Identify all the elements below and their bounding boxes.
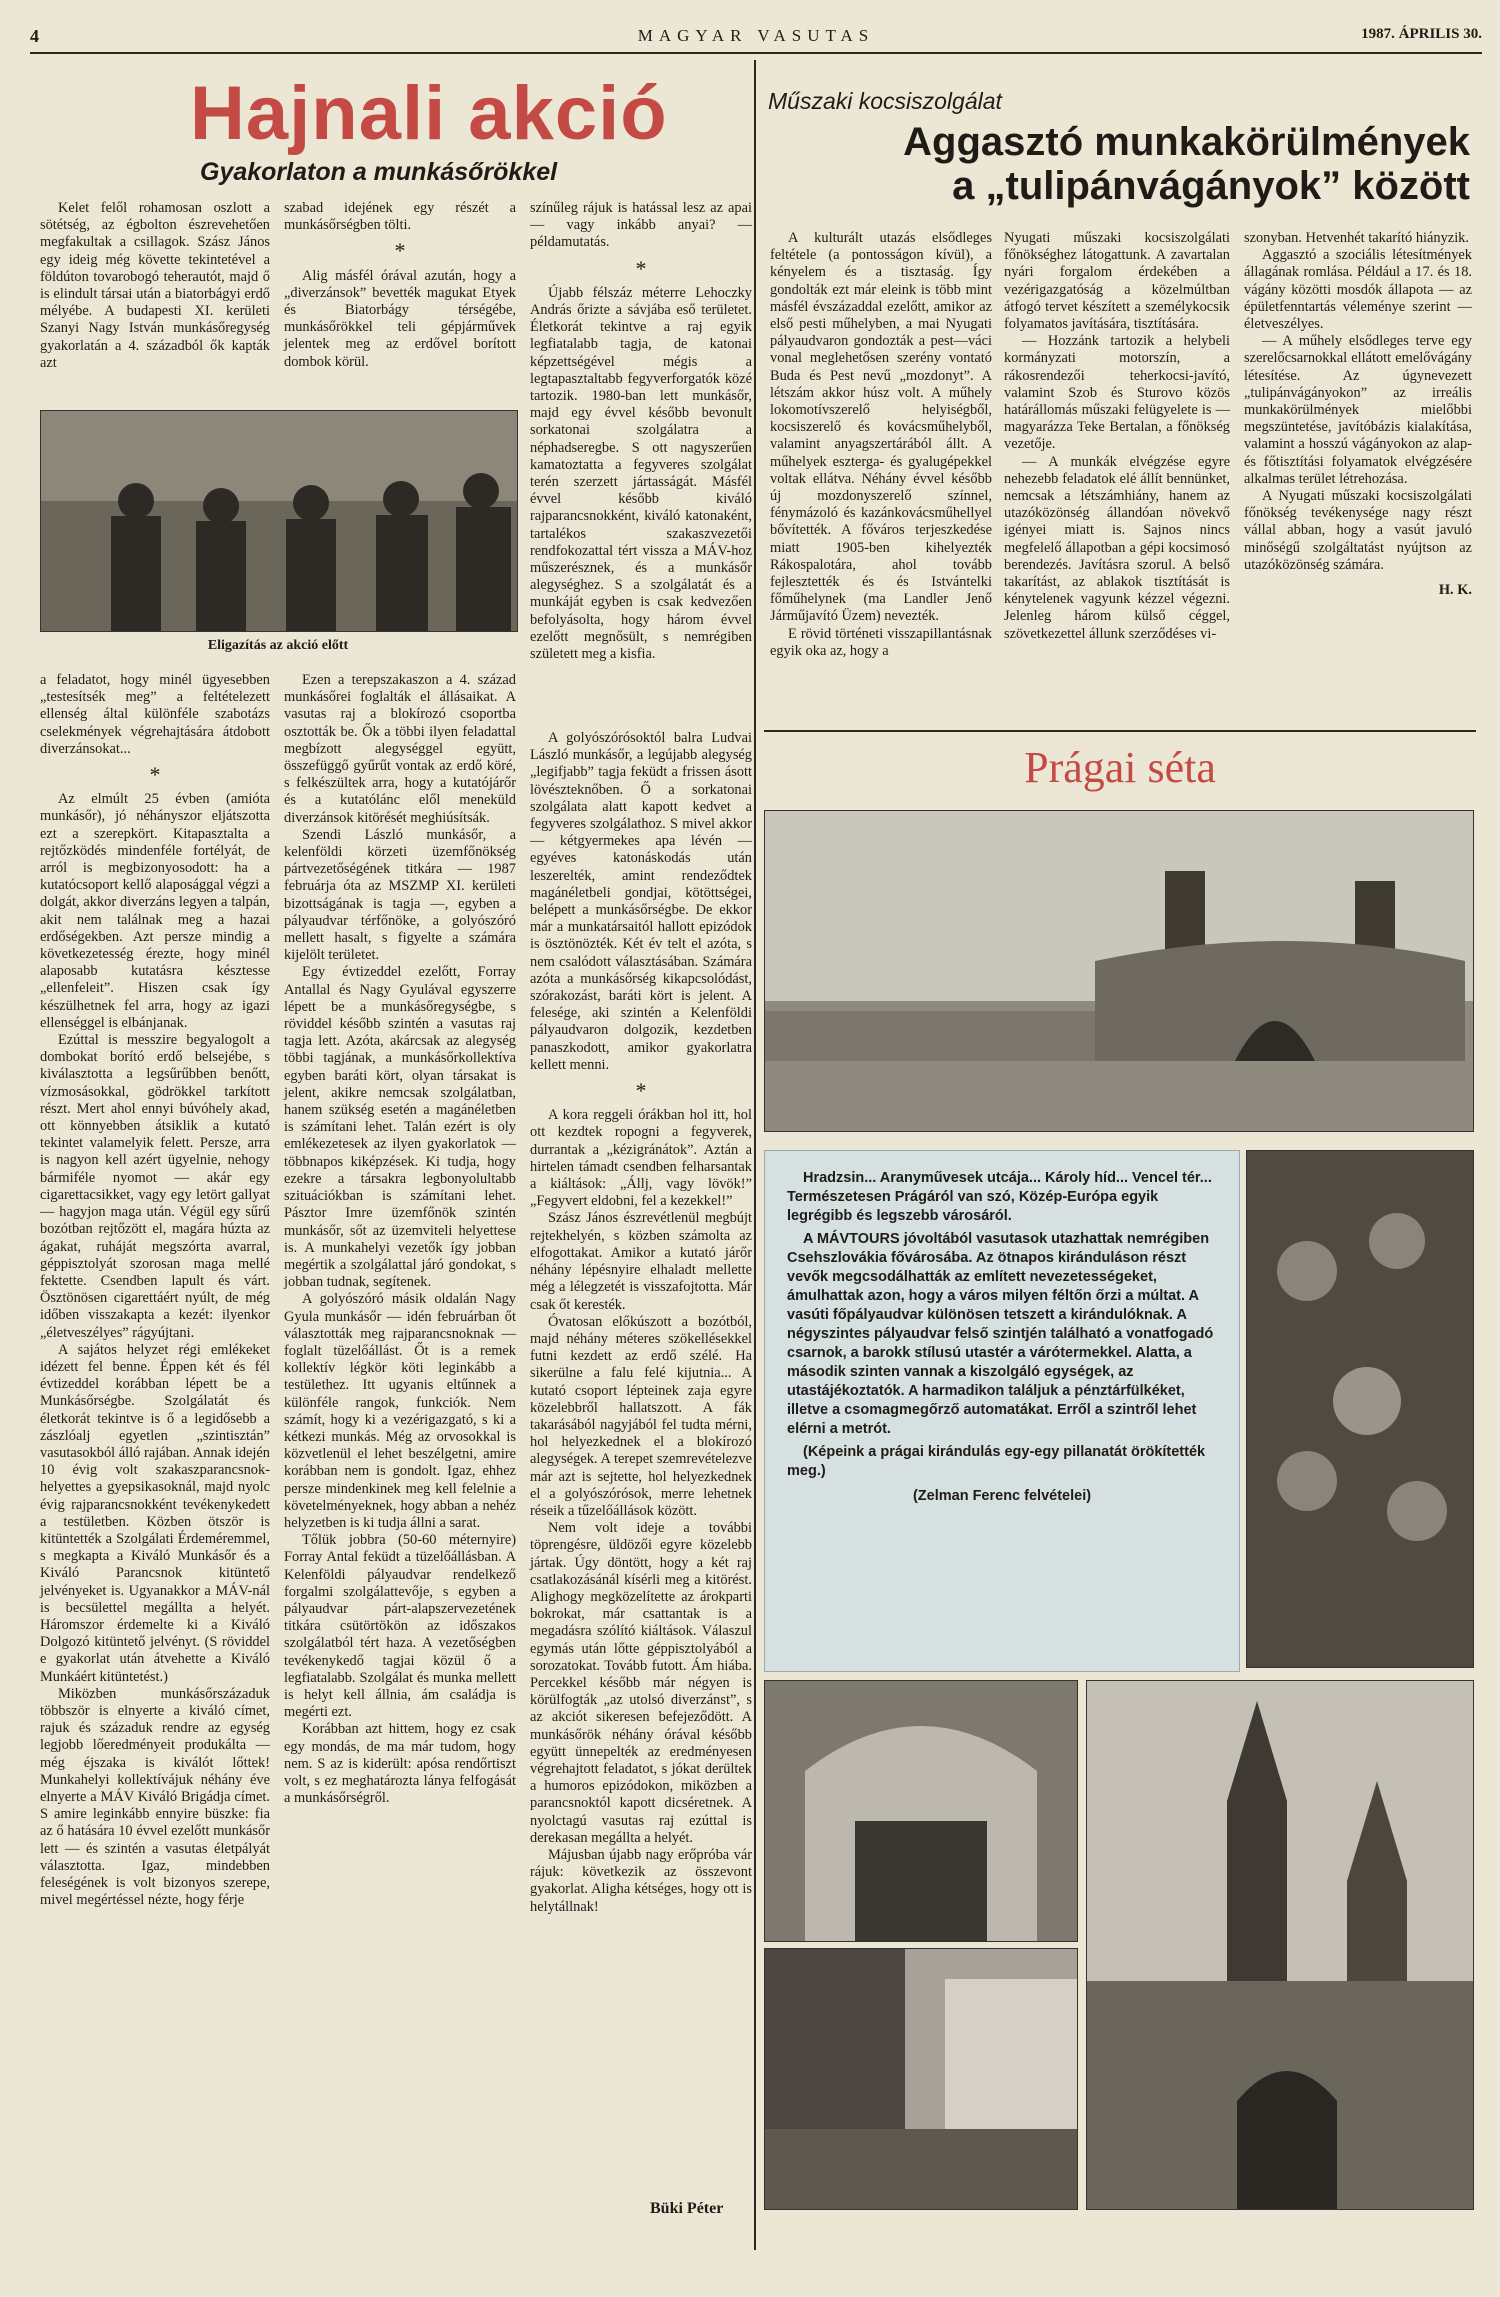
section-divider — [764, 730, 1476, 732]
photo-street — [764, 1948, 1078, 2210]
paragraph: (Képeink a prágai kirándulás egy-egy pillanatát örökítették meg.) — [787, 1444, 1206, 1479]
photo-station — [764, 810, 1474, 1132]
article-subtitle: Gyakorlaton a munkásőrökkel — [200, 158, 558, 186]
paragraph: Óvatosan előkúszott a bozótból, majd néhány méteres szökellésekkel futni kezdett az erdő szélé. Ha sikerülne a falu felé kijutnia... A kutató csoport lépteinek zaja egyre közelebbről hallatszott. A fák takarásából nagyjából fel tudta mérni, hol helyezkednek el a blokírozó alegységek. A terepet szemrevételezve már azt is sejtette, hol helyezkednek el a golyószórósok, merre lehetnek réseik a tűzelőállások között. — [530, 1313, 752, 1519]
prague-box-text — [765, 1151, 1239, 1524]
article1-col2-bottom — [284, 672, 516, 1807]
paragraph: Egy évtizeddel ezelőtt, Forray Antallal és Nagy Gyulával egyszerre lépett be a munkásőregységbe, s röviddel később szintén a vasutas raj tagja lett. Azóta, akárcsak az alegység többi tagjának, a munkásőrkollektíva egyben baráti kört, olyan társakat is jelent, akikre nemcsak szolgálatban, hanem szükség esetén a magánéletben is számítani lehet. Talán ezért is oly emlékezetesek az ilyen gyakorlatok — többnapos kiképzések. Ki tudja, hogy ezekre a társakra legbonyolultabb szituációkban is számítani lehet. Pásztor Imre üzemfőnök szintén munkásőr, sőt az üzemviteli helyettese is. A munkahelyi vezetők így jobban megértik a szolgálattal járó gondokat, s jobban tudnak, segítenek. — [284, 964, 516, 1291]
paragraph: Hradzsin... Aranyművesek utcája... Károly híd... Vencel tér... Természetesen Prágáról van szó, Közép-Európa egyik legrégibb és legszebb városáról. — [787, 1170, 1212, 1224]
masthead: MAGYAR VASUTAS — [637, 26, 875, 45]
paragraph: Az elmúlt 25 évben (amióta munkásőr), jó néhányszor eljátszotta ezt a szerepkört. Kitapasztalta a rejtőzködés mindenféle fortélyát, de arról is megbizonyosodott: ha a kutatócsoport kellő alaposággal végzi a dolgát, akkor diverzáns legyen a talpán, akit nem találnak meg a hazai erdőségekben. Azt persze mindig a következetesség érezte, hogy minél alaposabb kutatásra késztesse „ellenfeleit”. Hiszen csak így készülhetnek fel arra, hogy az igazi ellenséggel is elbánjanak. — [40, 791, 270, 1031]
section-separator: * — [635, 1078, 647, 1104]
paragraph: Kelet felől rohamosan oszlott a sötétség, az égbolton észrevehetően megfakultak a csillagok. Szász János egy ideig még követte tekintetével a földúton tovarobogó teherautót, majd ő is elindult társai után a biatorbágyi erdő mélyébe. A budapesti XI. kerületi Szanyi Nagy István munkásőregység gyakorlatán a 4. századból ők kapták azt — [40, 200, 270, 371]
paragraph: A sajátos helyzet régi emlékeket idézett fel benne. Éppen két és fél évtizeddel korábban lépett be a Munkásőrségbe. Szolgálatát és életkorát tekintve is ő a legidősebb a zászlóalj egyetlen „szintisztán” vasutasokból álló rajában. Annak idején 10 évig volt szakaszparancsnok-helyettes a gyepsikasoknál, majd nyolc évig rajparancsnokként tevékenykedett a testületben. Közben ötször is kitüntették a Szolgálati Érdeméremmel, s megkapta a Kiváló Munkásőr és a Kiváló Parancsnok kitüntető jelvényeket is. Ugyanakkor a MÁV-nál is becsülettel megállta a helyét. Háromszor érdemelte ki a Kiváló Dolgozó kitüntető jelvényt. (S röviddel e gyakorlat után átvehette a Kiváló Munkáért kitüntetést.) — [40, 1341, 270, 1685]
gothic-tower-image — [1087, 1681, 1473, 2209]
paragraph: Májusban újabb nagy erőpróba vár rájuk: következik az összevont gyakorlat. Aligha kétséges, hogy ott is helytállnak! — [530, 1847, 752, 1915]
article1-col2-top — [284, 200, 516, 371]
paragraph: Ezúttal is messzire begyalogolt a dombokat borító erdő belsejébe, s kiválasztotta a legsűrűbben benőtt, vízmosásokkal, gödrökkel tarkított részt. Mert ahol ennyi búvóhely akad, ott könnyebben átsiklik a kutató tekintet valamelyik felett. Persze, arra is nagyon kell azért ügyelnie, nehogy bármiféle nyomot — akár egy cigarettacsikket, vagy egy letört gallyat — hagyjon maga után. Végül egy sűrű bozótban rejtőzött el, magára húzta az ágakat, ruháját megszórta avarral, géppisztolyát szorosan maga mellé fektette. Csendben lapult és várt. Ösztönösen cigarettáért nyúlt, de még időben visszakapta a kezét: ilyenkor „életveszélyes” rágyújtani. — [40, 1032, 270, 1341]
paragraph: Szász János észrevétlenül megbújt rejtekhelyén, s közben számolta az elfogottakat. Amikor a kutató járőr néhány lépésnyire elhaladt mellette még a lélegzetét is visszafojtotta. Már csak őt keresték. — [530, 1210, 752, 1313]
paragraph: A golyószórósoktól balra Ludvai László munkásőr, a legújabb alegység „legifjabb” tagja feküdt a frissen ásott lövészteknőben. Ő a sorkatonai szolgálata alatt kapott kedvet a fegyveres szolgálathoz. S mivel akkor — kétgyermekes apa lévén — egyéves katonáskodás után leszerelték, amint rendeződtek magánéletbeli gondjai, kötöttségei, belépett a munkásőrségbe. De ekkor már a munkatársaitól hallott epizódok is ösztönözték. Két év telt el azóta, s nem csalódott választásában. Számára azóta a munkásőrség kikapcsolódást, szórakozást, baráti kört is jelent. A felesége, aki szintén a Kelenföldi pályaudvaron dolgozik, kezdetben panaszkodott, amikor gyakorlatra kellett menni. — [530, 730, 752, 1073]
photo-caption: Eligazítás az akció előtt — [207, 638, 349, 653]
street-image — [765, 1949, 1077, 2209]
paragraph: Nyugati műszaki kocsiszolgálati főnökséghez látogattunk. A zavartalan nyári forgalom érdekében a vezérigazgatóság a közelmúltban átfogó tervet készített a személykocsik folyamatos javítására, tisztítására. — [1004, 230, 1230, 333]
page-number: 4 — [30, 26, 39, 46]
paragraph: A Nyugati műszaki kocsiszolgálati főnökség tevékenysége nagy részt vállal abban, hogy a vasút javuló minőségű szolgáltatást nyújtson az utazóközönség számára. — [1244, 488, 1472, 573]
paragraph: A MÁVTOURS jóvoltából vasutasok utazhattak nemrégiben Csehszlovákia fővárosába. Az ötnapos kiránduláson részt vevők megcsodálhatták az említett nevezetességeket, ámulhattak azon, hogy a város milyen féltőn őrzi a múltat. A vasúti főpályaudvar különösen tetszett a kirándulóknak. A négyszintes pályaudvar felső szintjén található a vonatfogadó csarnok, a barokk stílusú utastér a várótermekkel. Alatta, a második szinten vannak a kiszolgáló egységek, az utastájékoztatók. A harmadikon találjuk a pénztárfülkéket, illetve a csomagmegőrző automatákat. Erről a szintről lehet elérni a metrót. — [787, 1231, 1214, 1437]
article2-title — [770, 120, 1470, 208]
prague-station-image — [765, 811, 1473, 1131]
paragraph: színűleg rájuk is hatással lesz az apai — vagy inkább anyai? — példamutatás. — [530, 200, 752, 251]
paragraph: Tőlük jobbra (50-60 méternyire) Forray Antal feküdt a tüzelőállásban. A Kelenföldi pályaudvar rendelkező forgalmi szolgálattevője, s egyben a pályaudvar párt-alapszervezetének titkára csütörtökön az időszakos szolgálatból tért haza. A vezetőségben tevékenykedő tagjai közül ő a legfiatalabb. Szolgálat és munka mellett is helyt kell állnia, ám családja is megérti ezt. — [284, 1532, 516, 1721]
article1-col1-top — [40, 200, 270, 372]
author-signature: H. K. — [1438, 582, 1472, 599]
column-divider — [754, 60, 756, 2250]
article-title: Hajnali akció — [190, 71, 668, 156]
article2-col1 — [770, 230, 992, 660]
page-header — [30, 20, 1482, 54]
article1-col3-bottom — [530, 730, 752, 1916]
prague-info-box — [764, 1150, 1240, 1672]
paragraph: Alig másfél órával azután, hogy a „diverzánsok” bevették magukat Etyek és Biatorbágy térségébe, munkásőrökkel teli gépjárművek jelentek meg az erdővel borított dombok körül. — [284, 267, 516, 370]
paragraph: szonyban. Hetvenhét takarító hiányzik. — [1244, 230, 1469, 246]
section-separator: * — [149, 762, 161, 788]
photo-tower — [1086, 1680, 1474, 2210]
paragraph: E rövid történeti visszapillantásnak egyik oka az, hogy a — [770, 625, 992, 659]
station-interior-image — [765, 1681, 1077, 1941]
paragraph: — A műhely elsődleges terve egy szerelőcsarnokkal ellátott emelővágány létesítése. Az úgynevezett „tulipánvágányokon” az irreális munkakörülmények mielőbbi megszüntetése, javítóbázis kialakítása, valamint a hosszú vágányokon az alap- és főtisztítási folyamatok elvégzésére alkalmas terület létrehozása. — [1244, 333, 1472, 487]
paragraph: Korábban azt hittem, hogy ez csak egy mondás, de ma már tudom, hogy nem. S az is kiderült: apósa rendőrtiszt volt, s ez meghatározta lánya felfogását a munkásőrségről. — [284, 1721, 516, 1807]
portraits-image — [1247, 1151, 1473, 1667]
paragraph: — A munkák elvégzése egyre nehezebb feladatok elé állít bennünket, nemcsak a létszámhiány, hanem az utazóközönség állandóan növekvő igényei miatt is. Sajnos nincs megfelelő állapotban a gépi kocsimosó berendezés. Javításra szorul. A belső takarítást, az ablakok tisztítását is kénytelenek vagyunk kézzel végezni. Jelenleg három külső céggel, szövetkezettel állunk szerződéses vi- — [1004, 453, 1230, 642]
paragraph: szabad idejének egy részét a munkásőrségben tölti. — [284, 200, 516, 234]
paragraph: a feladatot, hogy minél ügyesebben „testesítsék meg” a feltételezett ellenség által különféle szabotázs cselekmények végrehajtására átdobott diverzánsokat... — [40, 672, 270, 757]
article2-kicker: Műszaki kocsiszolgálat — [768, 88, 1002, 114]
author-signature: Büki Péter — [650, 2200, 724, 2217]
section-separator: * — [394, 238, 406, 264]
article2-col3 — [1244, 230, 1472, 599]
article1-col3-top — [530, 200, 752, 663]
paragraph: — Hozzánk tartozik a helybeli kormányzati motorszín, a rákosrendezői teherkocsi-javító, valamint Szob és Sturovo közös határállomás műszaki felügyelete is — magyarázza Teke Bertalan, a főnökség vezetője. — [1004, 333, 1230, 453]
briefing-photo-image — [41, 411, 517, 631]
paragraph: A kulturált utazás elsődleges feltétele (a pontosságon kívül), a kényelem és a tisztaság. Így gondolták ezt már eleink is több mint másfél évszázaddal ezelőtt, amikor az első pesti műhelyben, a mai Nyugati pályaudvaron gondozták a pest—váci vonal meglehetősen szerény vontató Buda és Pest nevű „mozdonyt”. A létszám akkor húsz volt. A műhely lokomotívszerelő helyiségből, kocsiszerelő és kovácsműhelyből, valamint anyagszertárából állt. A műhelyek eszterga- és gyalugépekkel voltak ellátva. Néhány évvel később új mozdonyszerelő színnel, fénymázoló és kazánkovácsműhellyel bővítették. A főváros terjeszkedése miatt 1905-ben kihelyezték Rákospalotára, ahol tovább fejlesztették és és Istvántelki főműhelynek (ma Landler Jenő Járműjavító Üzem) nevezték. — [770, 230, 992, 625]
photo-portraits — [1246, 1150, 1474, 1668]
photo-briefing — [40, 410, 518, 632]
paragraph: Ezen a terepszakaszon a 4. század munkásőrei foglalták el állásaikat. A vasutas raj a blokírozó csoportba osztották be. Ők a többi ilyen feladattal megbízott alegységgel együtt, összefüggő gyűrűt vontak az erdő köré, s felkészültek arra, hogy a kutatójárőr és a kutatólánc elől meneküld diverzánsok kitörését meghiúsítsák. — [284, 672, 516, 826]
article3-title: Prágai séta — [1024, 743, 1216, 792]
paragraph: Szendi László munkásőr, a kelenföldi körzeti üzemfőnökség pártvezetőségének titkára — 1987 februárja óta az MSZMP XI. kerületi bizottságának is tagja —, egyben a pályaudvar térfőnöke, a golyószóró mellett hasalt, s figyelte a számára kijelölt területet. — [284, 826, 516, 964]
paragraph: Nem volt ideje a további töprengésre, üldözői egyre közelebb jártak. Úgy döntött, hogy a két raj csatlakozásánál kísérli meg a kitörést. Alighogy megközelítette az árokparti bokrokat, már csattantak is a megadásra szólító kiáltások. Válaszul egymás után lőtte géppisztolyából a sorozatokat. Tovább futott. Ám hiába. Percekkel később már négyen is körülfogták „az utolsó diverzánst”, s az akciót sikeresen befejeződött. A munkásőrök néhány órával később együtt ünnepelték az eredményesen végrehajtott feladatot, s jókat derültek a humoros epizódokon, miközben a parancsnoktól kapott dicséretnek. A nyolctagú vasutas raj ezúttal is derekasan megállta a helyét. — [530, 1520, 752, 1846]
issue-date: 1987. ÁPRILIS 30. — [1361, 26, 1482, 42]
article1-col1-bottom — [40, 672, 270, 1909]
photo-interior — [764, 1680, 1078, 1942]
paragraph: Újabb félszáz méterre Lehoczky András őrizte a sávjába eső területet. Életkorát tekintve a raj egyik legfiatalabb tagja, de katonai képzettségével mégis a legtapasztaltabb fegyverforgatók közé tartozik. 1980-ban lett munkásőr, majd egy évvel később bevonult sorkatonai szolgálatra a néphadseregbe. S ott nagyszerűen kamatoztatta a fegyveres szolgálat terén szerzett jártasságát. Másfél évvel később kiváló rajparancsnokként, kiváló katonaként, tartalékos szakaszvezetői rendfokozattal tért vissza a MÁV-hoz műszerésznek, és a munkásőr alegységhez. S a szolgálatát és a munkáját egyben is csak kedvezően befolyásolta, hogy három évvel ezelőtt megnősült, s nemrégiben született meg a kisfia. — [530, 284, 752, 663]
article2-title-line1: Aggasztó munkakörülmények — [903, 120, 1470, 164]
paragraph: Aggasztó a szociális létesítmények állagának romlása. Például a 17. és 18. vágány közötti mosdók állapota — az épületfenntartás véleménye szerint — életveszélyes. — [1244, 247, 1472, 333]
paragraph: A kora reggeli órákban hol itt, hol ott kezdtek ropogni a fegyverek, durrantak a „kézigránátok”. Aztán a hirtelen támadt csendben felharsantak a kiáltások: „Állj, vagy lövök!” „Fegyvert eldobni, fel a kezekkel!” — [530, 1107, 752, 1210]
article2-title-line2: a „tulipánvágányok” között — [952, 164, 1470, 208]
article2-col2 — [1004, 230, 1230, 643]
section-separator: * — [635, 255, 647, 281]
photo-credit: (Zelman Ferenc felvételei) — [912, 1488, 1092, 1504]
paragraph: A golyószóró másik oldalán Nagy Gyula munkásőr — idén februárban őt választották meg rajparancsnoknak — foglalt tüzelőállást. Őt is a remek kollektív légkör köti leginkább a testülethez. Itt ugyanis eltűnnek a különféle rangok, funkciók. Nem számít, hogy ki a vezérigazgató, s ki a kétkezi munkás. Még az orvosokkal is közvetlenül el lehet beszélgetni, amire korábban nem is gondolt. Igaz, ehhez persze mindenkinek meg kell felelnie a követelményeknek, hogy abban a nehéz helyzetben is ki tudja állni a sarat. — [284, 1291, 516, 1531]
paragraph: Miközben munkásőrszázaduk többször is elnyerte a kiváló címet, rajuk és századuk rendre az egység legjobb lőeredményeit produkálta — még éjszaka is kiválót lőttek! Munkahelyi kollektívájuk néhány éve elnyerte a MÁV Kiváló Brigádja címet. S amire leginkább ennyire büszke: fia az ő hatására 10 évvel ezelőtt munkásőr lett — és szintén a vasutas életpályát választotta. Igaz, mindebben feleségének is volt bizonyos szerepe, mivel megértéssel nézte, hogy férje — [40, 1685, 270, 1909]
